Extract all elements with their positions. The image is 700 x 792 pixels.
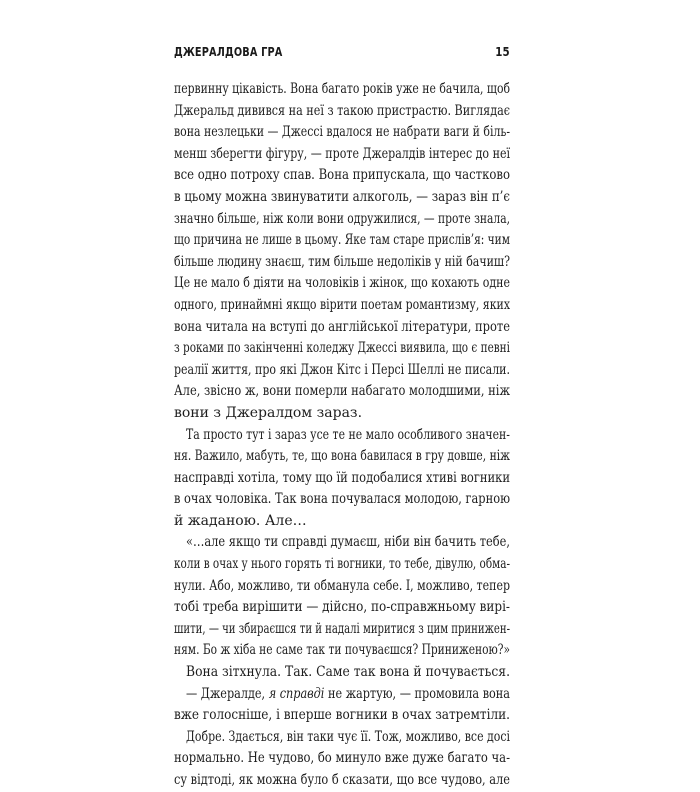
running-head: [174, 44, 510, 64]
text-line-content: менш зберегти фігуру, — проте Джералдів інтерес до неї: [174, 145, 511, 162]
text-line: [174, 446, 510, 468]
text-line: [174, 770, 510, 792]
text-line-content: вона читала на вступі до англійської літератури, проте: [174, 318, 511, 335]
text-line: [174, 684, 510, 706]
text-line: [174, 727, 510, 749]
text-line: [174, 511, 510, 533]
text-line: [174, 317, 510, 339]
text-line-content: в очах чоловіка. Так вона почувалася молодою, гарною: [174, 491, 511, 508]
text-line: [174, 209, 510, 231]
text-line-content: Джеральд дивився на неї з такою пристрастю. Виглядає: [174, 102, 511, 119]
text-line: [174, 295, 510, 317]
text-line: [174, 230, 510, 252]
text-line-content: Добре. Здається, він таки чує її. Тож, можливо, все досі: [186, 728, 510, 745]
text-line-content: первинну цікавість. Вона багато років уже не бачила, щоб: [174, 81, 511, 97]
text-line: [174, 619, 510, 641]
text-line: [174, 252, 510, 274]
text-line: [174, 489, 510, 511]
text-line-content: тобі треба вирішити — дійсно, по-справжньому вирі-: [174, 599, 510, 616]
text-line-content: одного, принаймні якщо вірити поетам романтизму, яких: [174, 296, 511, 313]
text-line-content: що причина не лише в цьому. Яке там старе прислів’я: чим: [174, 232, 510, 249]
text-line: [174, 79, 510, 101]
text-line-content: су відтоді, як можна було б сказати, що все чудово, але: [174, 772, 510, 788]
text-line-content: шити, — чи збираєшся ти й надалі миритися з цим принижен-: [174, 620, 510, 637]
text-line-content: з роками по закінченні коледжу Джессі виявила, що є певні: [174, 340, 510, 357]
text-line: [174, 597, 510, 619]
text-line-content: насправді хотіла, тому що їй подобалися хтиві вогники: [174, 469, 511, 486]
text-line-content: значно більше, ніж коли вони одружилися, — проте знала,: [174, 210, 511, 227]
text-line: [174, 101, 510, 123]
text-line: [174, 360, 510, 382]
text-line-content: реалії життя, про які Джон Кітс і Персі Шеллі не писали.: [174, 361, 510, 378]
text-line: [174, 273, 510, 295]
text-line: [174, 705, 510, 727]
text-line-content: вже голосніше, і вперше вогники в очах затремтіли.: [174, 707, 511, 724]
text-line: [174, 425, 510, 447]
text-line: [174, 144, 510, 166]
text-line: [174, 381, 510, 403]
text-line-content: ням. Бо ж хіба не саме так ти почуваєшся? Приниженою?»: [174, 642, 511, 659]
text-line: [174, 554, 510, 576]
text-line-content: вона незлецьки — Джессі вдалося не набрати ваги й біль-: [174, 124, 511, 141]
text-line: [174, 640, 510, 662]
text-line-content: й жаданою. Але…: [174, 512, 307, 529]
text-line: [174, 165, 510, 187]
page-number: 15: [495, 44, 510, 59]
text-line-content: — Джералде, я справді не жартую, — промовила вона: [186, 685, 510, 702]
text-line-content: все одно потроху спав. Вона припускала, що частково: [174, 167, 511, 184]
text-line-content: нули. Або, можливо, ти обманула себе. І, можливо, тепер: [174, 577, 511, 594]
text-line-content: більше людину знаєш, тим більше недоліків у ній бачиш?: [174, 253, 511, 270]
emphasis: я справді: [268, 685, 325, 702]
text-line-content: «…але якщо ти справді думаєш, ніби він бачить тебе,: [186, 534, 511, 551]
text-line-content: Це не мало б діяти на чоловіків і жінок, що кохають одне: [174, 275, 510, 292]
text-line-content: коли в очах у нього горять ті вогники, то тебе, дівулю, обма-: [174, 556, 511, 573]
body-text: [174, 79, 510, 792]
text-line-content: вони з Джералдом зараз.: [174, 404, 363, 421]
text-line-content: нормально. Не чудово, бо минуло вже дуже багато ча-: [174, 750, 511, 767]
text-line-content: ня. Важило, мабуть, те, що вона бавилася в гру довше, ніж: [174, 448, 511, 465]
text-line: [174, 403, 510, 425]
text-line-content: Та просто тут і зараз усе те не мало особливого значен-: [186, 426, 510, 443]
text-line-content: в цьому можна звинуватити алкоголь, — зараз він п’є: [174, 188, 511, 205]
text-line: [174, 338, 510, 360]
text-line: [174, 122, 510, 144]
text-line: [174, 187, 510, 209]
chapter-title: ДЖЕРАЛДОВА ГРА: [174, 44, 283, 59]
text-line: [174, 532, 510, 554]
text-line: [174, 468, 510, 490]
text-line: [174, 662, 510, 684]
text-line: [174, 576, 510, 598]
text-line-content: Вона зітхнула. Так. Саме так вона й почувається.: [186, 664, 511, 681]
text-line-content: Але, звісно ж, вони померли набагато молодшими, ніж: [174, 383, 510, 400]
text-line: [174, 748, 510, 770]
